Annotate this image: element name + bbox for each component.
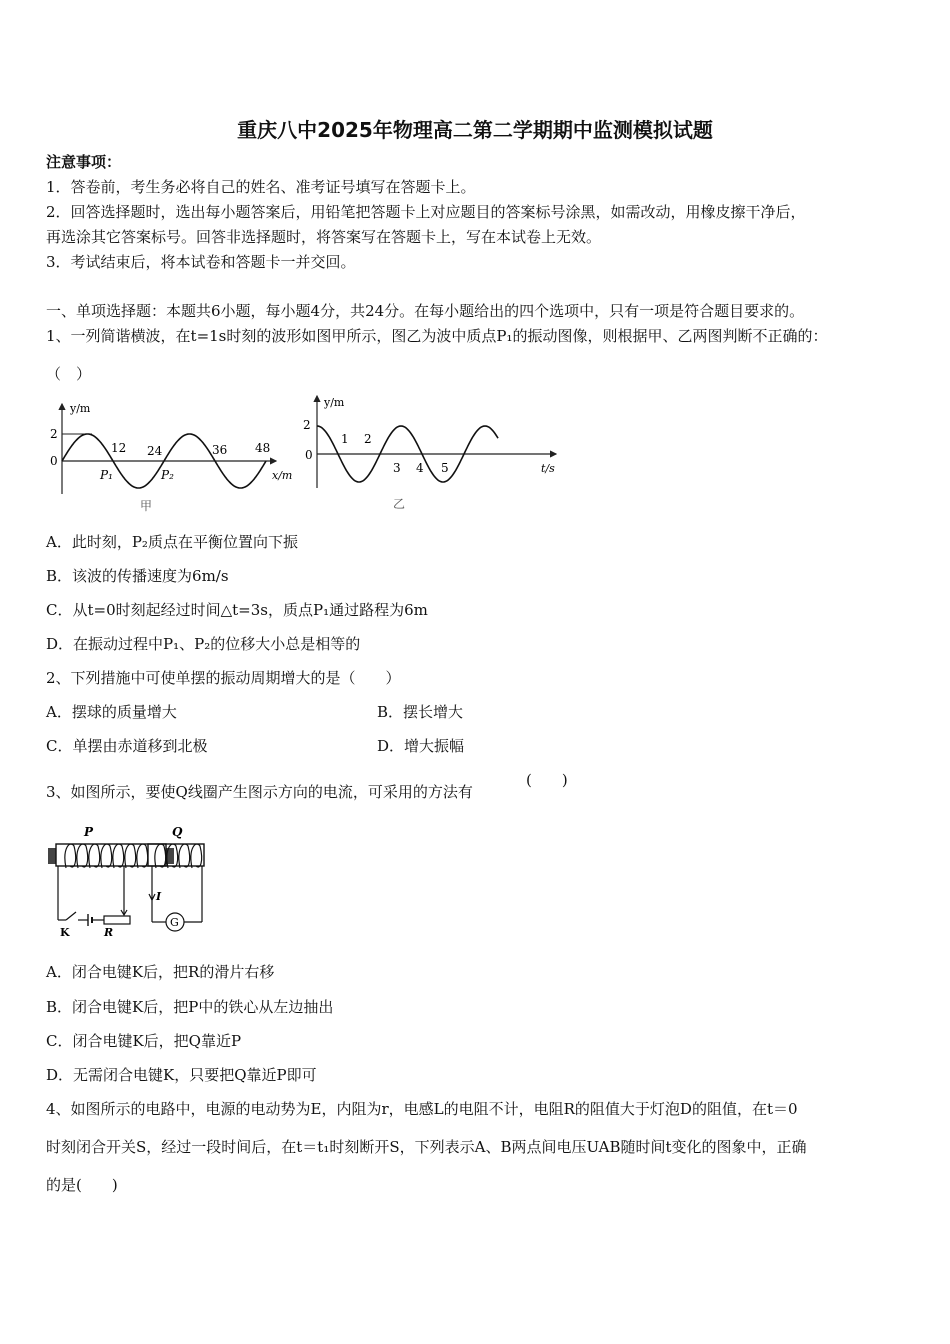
q1-option-b: B．该波的传播速度为6m/s xyxy=(46,567,229,585)
coil-p-winding xyxy=(65,844,148,868)
figure-caption: 乙 xyxy=(393,497,406,511)
iron-core-left xyxy=(48,848,56,864)
notice-item: 再选涂其它答案标号。回答非选择题时，将答案写在答题卡上，写在本试卷上无效。 xyxy=(46,228,602,246)
q3-option-a: A．闭合电键K后，把R的滑片右移 xyxy=(46,963,275,981)
figure-jia xyxy=(44,398,304,516)
label-k: K xyxy=(60,926,70,939)
t-label: t/s xyxy=(541,462,555,475)
y-tick-2: 2 xyxy=(303,418,311,432)
notice-heading: 注意事项： xyxy=(46,153,122,171)
p2-label: P₂ xyxy=(161,468,174,482)
q2-stem: 2、下列措施中可使单摆的振动周期增大的是（ ） xyxy=(46,669,401,687)
label-i: I xyxy=(156,890,162,903)
q2-option-b: B．摆长增大 xyxy=(377,703,464,721)
x-tick-48: 48 xyxy=(255,441,271,455)
q4-line: 时刻闭合开关S，经过一段时间后，在t＝t₁时刻断开S，下列表示A、B两点间电压UAB随时间t变化的图象中，正确 xyxy=(46,1138,807,1156)
q3-option-b: B．闭合电键K后，把P中的铁心从左边抽出 xyxy=(46,998,334,1016)
q3-stem: 3、如图所示，要使Q线圈产生图示方向的电流，可采用的方法有 xyxy=(46,783,473,801)
q4-line: 4、如图所示的电路中，电源的电动势为E，内阻为r，电感L的电阻不计，电阻R的阻值大于灯泡D的阻值，在t＝0 xyxy=(46,1100,798,1118)
figure-yi xyxy=(300,390,562,512)
switch-k xyxy=(66,912,76,920)
q2-option-d: D．增大振幅 xyxy=(377,737,465,755)
label-g: G xyxy=(170,916,179,929)
q3-option-d: D．无需闭合电键K，只要把Q靠近P即可 xyxy=(46,1066,317,1084)
q3-option-c: C．闭合电键K后，把Q靠近P xyxy=(46,1032,242,1050)
q1-option-a: A．此时刻，P₂质点在平衡位置向下振 xyxy=(46,533,298,551)
q2-option-c: C．单摆由赤道移到北极 xyxy=(46,737,208,755)
figure-caption: 甲 xyxy=(140,499,153,513)
t-tick-3: 3 xyxy=(393,461,401,475)
q2-option-a: A．摆球的质量增大 xyxy=(46,703,177,721)
q1-stem: 1、一列简谐横波，在t=1s时刻的波形如图甲所示，图乙为波中质点P₁的振动图像，则根据甲、乙两图判断不正确的： xyxy=(46,327,828,345)
rheostat-r xyxy=(104,916,130,924)
p1-label: P₁ xyxy=(100,468,113,482)
y-tick-2: 2 xyxy=(50,427,58,441)
section-heading: 一、单项选择题：本题共6小题，每小题4分，共24分。在每小题给出的四个选项中，只有一项是符合题目要求的。 xyxy=(46,302,805,320)
label-r: R xyxy=(104,926,114,939)
q1-option-c: C．从t=0时刻起经过时间△t=3s，质点P₁通过路程为6m xyxy=(46,601,428,619)
notice-item: 1．答卷前，考生务必将自己的姓名、准考证号填写在答题卡上。 xyxy=(46,178,476,196)
label-p: P xyxy=(84,825,94,839)
y-label: y/m xyxy=(70,402,91,415)
q4-line: 的是( ) xyxy=(46,1176,118,1194)
t-tick-1: 1 xyxy=(341,432,349,446)
q1-paren: （ ） xyxy=(46,365,92,383)
x-tick-36: 36 xyxy=(212,443,228,457)
coil-q-winding xyxy=(155,844,202,868)
y-tick-0: 0 xyxy=(50,454,58,468)
y-tick-0: 0 xyxy=(305,448,313,462)
coil-figure xyxy=(44,822,214,942)
page-title: 重庆八中2025年物理高二第二学期期中监测模拟试题 xyxy=(237,118,713,142)
x-label: x/m xyxy=(272,469,293,482)
y-label: y/m xyxy=(324,396,345,409)
t-tick-5: 5 xyxy=(441,461,449,475)
x-tick-24: 24 xyxy=(147,444,163,458)
q1-option-d: D．在振动过程中P₁、P₂的位移大小总是相等的 xyxy=(46,635,361,653)
x-tick-12: 12 xyxy=(111,441,127,455)
notice-item: 3．考试结束后，将本试卷和答题卡一并交回。 xyxy=(46,253,356,271)
t-tick-4: 4 xyxy=(416,461,424,475)
notice-item: 2．回答选择题时，选出每小题答案后，用铅笔把答题卡上对应题目的答案标号涂黑，如需改动，用橡皮擦干净后， xyxy=(46,203,806,221)
t-tick-2: 2 xyxy=(364,432,372,446)
q3-paren: ( ) xyxy=(526,771,568,789)
label-q: Q xyxy=(172,825,183,839)
